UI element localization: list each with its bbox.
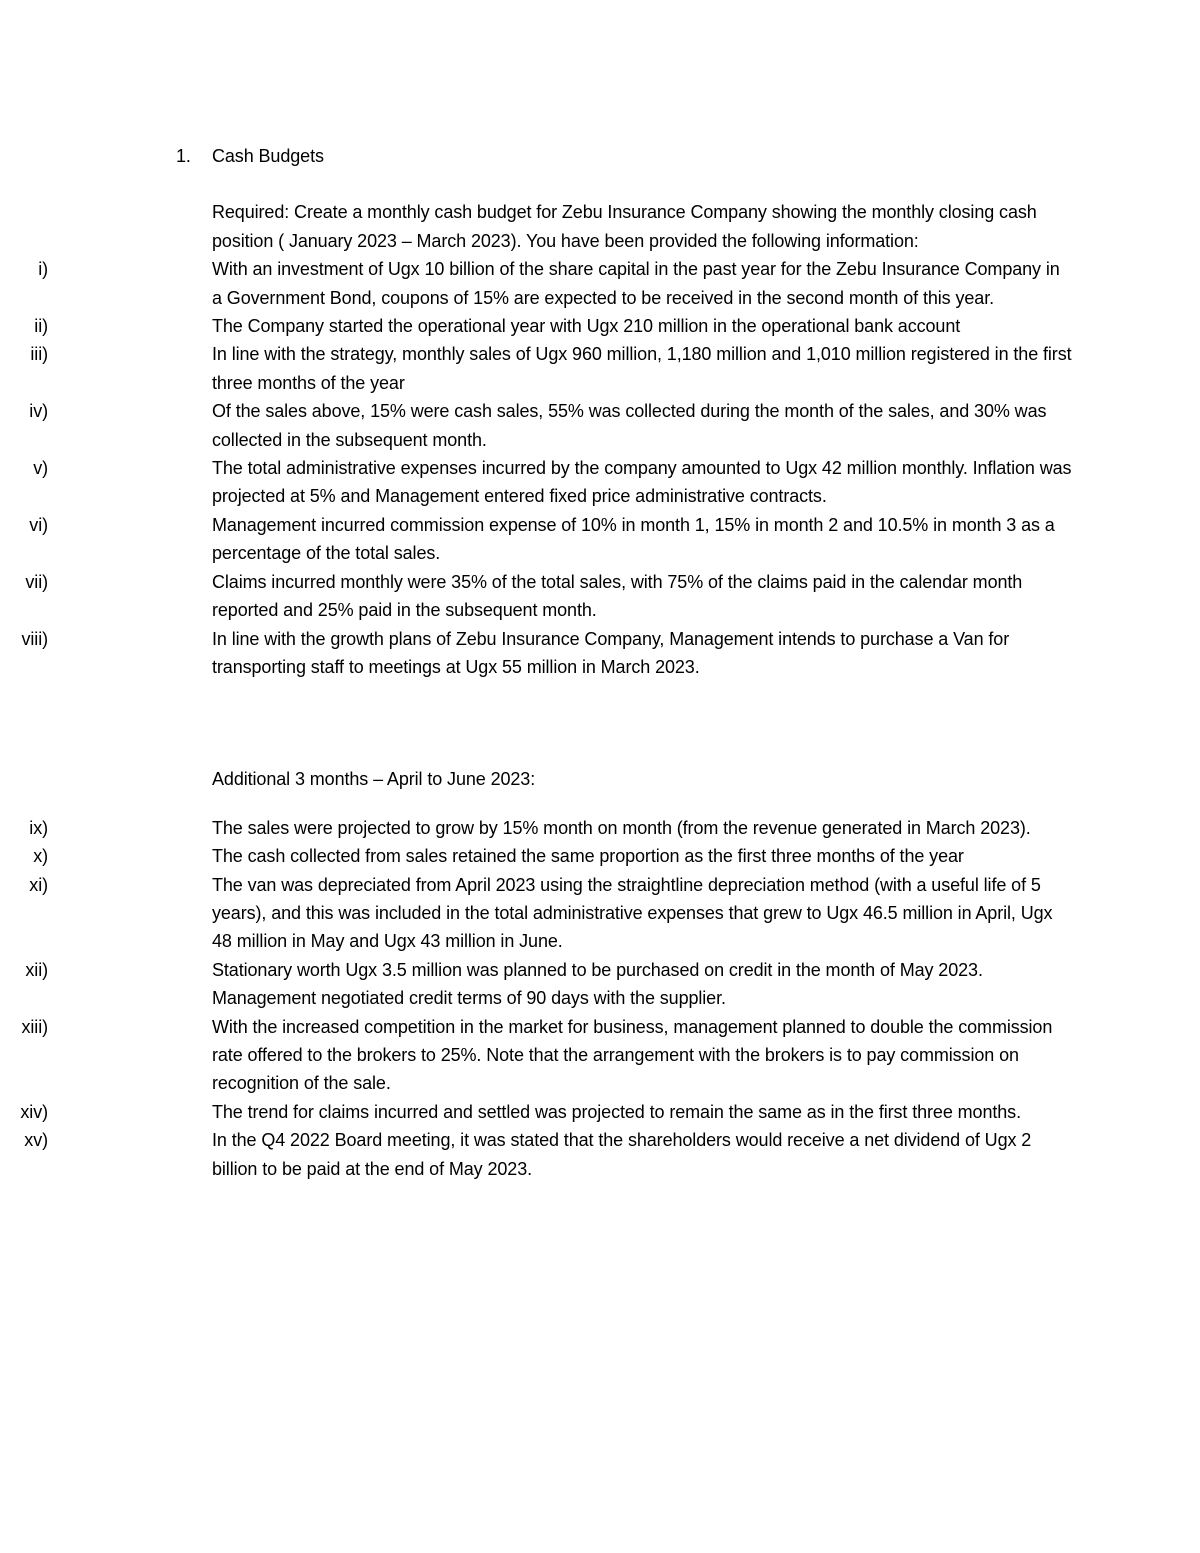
list-marker: xv) xyxy=(24,1130,48,1151)
list-marker: x) xyxy=(33,846,48,867)
list-marker: ii) xyxy=(34,316,48,337)
list-item xyxy=(0,814,1072,842)
document-content xyxy=(0,142,1200,1183)
list-item xyxy=(0,340,1072,397)
list-item xyxy=(0,397,1072,454)
list-part2 xyxy=(0,814,1200,1183)
list-marker: ix) xyxy=(29,817,48,838)
list-item xyxy=(0,842,1072,870)
list-marker: vi) xyxy=(29,514,48,535)
list-marker: iii) xyxy=(30,344,48,365)
list-item xyxy=(0,255,1072,312)
list-item-text: The trend for claims incurred and settled was projected to remain the same as in the first three months. xyxy=(212,1101,1021,1122)
list-item-text: The cash collected from sales retained the same proportion as the first three months of the year xyxy=(212,846,964,867)
list-item-text: With the increased competition in the market for business, management planned to double the commission rate offered to the brokers to 25%. Note that the arrangement with the brokers is to pay commission on recognition of the sale. xyxy=(212,1016,1053,1094)
list-marker: xii) xyxy=(25,959,48,980)
list-item-text: In the Q4 2022 Board meeting, it was stated that the shareholders would receive a net dividend of Ugx 2 billion to be paid at the end of May 2023. xyxy=(212,1130,1032,1179)
section-number: 1. xyxy=(176,146,191,166)
list-item-text: In line with the strategy, monthly sales of Ugx 960 million, 1,180 million and 1,010 million registered in the first three months of the year xyxy=(212,344,1072,393)
additional-heading xyxy=(0,765,1072,793)
list-marker: xiii) xyxy=(21,1016,48,1037)
list-item-text: The Company started the operational year with Ugx 210 million in the operational bank account xyxy=(212,316,961,337)
list-item-text: Of the sales above, 15% were cash sales, 55% was collected during the month of the sales, and 30% was collected in the subsequent month. xyxy=(212,401,1047,450)
section-heading xyxy=(0,142,1072,170)
list-item xyxy=(0,454,1072,511)
list-marker: vii) xyxy=(25,571,48,592)
list-item xyxy=(0,625,1072,682)
list-item xyxy=(0,1126,1072,1183)
list-item-text: In line with the growth plans of Zebu Insurance Company, Management intends to purchase a Van for transporting staff to meetings at Ugx 55 million in March 2023. xyxy=(212,628,1010,677)
list-item xyxy=(0,312,1072,340)
list-part1 xyxy=(0,255,1200,681)
list-item-text: With an investment of Ugx 10 billion of the share capital in the past year for the Zebu Insurance Company in a Government Bond, coupons of 15% are expected to be received in the second month of this year. xyxy=(212,259,1060,308)
list-item xyxy=(0,1098,1072,1126)
list-item-text: Claims incurred monthly were 35% of the total sales, with 75% of the claims paid in the calendar month reported and 25% paid in the subsequent month. xyxy=(212,571,1023,621)
list-item-text: Stationary worth Ugx 3.5 million was planned to be purchased on credit in the month of May 2023. Management negotiated credit terms of 90 days with the supplier. xyxy=(212,959,983,1009)
list-marker: viii) xyxy=(21,628,48,649)
list-item xyxy=(0,511,1072,568)
list-item xyxy=(0,568,1072,625)
intro-paragraph xyxy=(0,198,1072,255)
list-marker: xiv) xyxy=(20,1101,48,1122)
list-item xyxy=(0,956,1072,1013)
list-item xyxy=(0,1013,1072,1098)
list-marker: xi) xyxy=(29,874,48,895)
list-marker: iv) xyxy=(29,401,48,422)
list-item xyxy=(0,871,1072,956)
list-item-text: The total administrative expenses incurred by the company amounted to Ugx 42 million monthly. Inflation was projected at 5% and Management entered fixed price administrative contracts. xyxy=(212,458,1072,507)
additional-heading-text: Additional 3 months – April to June 2023: xyxy=(212,769,536,790)
list-marker: i) xyxy=(38,259,48,280)
intro-text: Required: Create a monthly cash budget for Zebu Insurance Company showing the monthly closing cash position ( January 2023 – March 2023). You have been provided the following information: xyxy=(212,202,1037,251)
list-item-text: Management incurred commission expense of 10% in month 1, 15% in month 2 and 10.5% in month 3 as a percentage of the total sales. xyxy=(212,514,1055,564)
list-marker: v) xyxy=(33,458,48,479)
section-title: Cash Budgets xyxy=(212,146,324,166)
list-item-text: The van was depreciated from April 2023 using the straightline depreciation method (with a useful life of 5 years), and this was included in the total administrative expenses that grew to Ugx 46.5 million in April, Ugx 48 million in May and Ugx 43 million in June. xyxy=(212,874,1053,952)
list-item-text: The sales were projected to grow by 15% month on month (from the revenue generated in March 2023). xyxy=(212,817,1031,838)
